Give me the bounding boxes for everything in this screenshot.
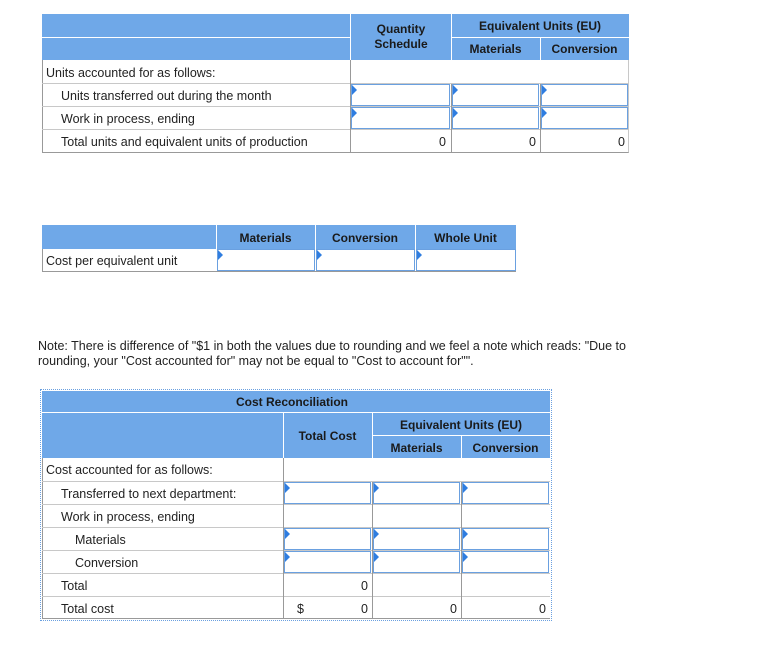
- recon-materials-header: Materials: [390, 441, 443, 455]
- wip-ending-label: Work in process, ending: [61, 112, 195, 126]
- equivalent-units-header: Equivalent Units (EU): [478, 19, 601, 33]
- recon-wip-label: Work in process, ending: [61, 510, 195, 524]
- transferred-recon-conversion-input[interactable]: [462, 482, 549, 504]
- total-cost-header: Total Cost: [298, 429, 357, 443]
- cost-per-eu-label: Cost per equivalent unit: [46, 254, 178, 268]
- cost-materials-header: Materials: [239, 231, 292, 245]
- transferred-quantity-input[interactable]: [351, 84, 450, 106]
- wip-conversion-total-cost-input[interactable]: [284, 551, 371, 573]
- wip-conversion-input[interactable]: [541, 107, 628, 129]
- total-units-label: Total units and equivalent units of production: [61, 135, 308, 149]
- cost-accounted-label: Cost accounted for as follows:: [46, 463, 213, 477]
- wip-materials-recon-conversion-input[interactable]: [462, 528, 549, 550]
- wip-conversion-recon-materials-input[interactable]: [373, 551, 460, 573]
- cost-reconciliation-title: Cost Reconciliation: [236, 395, 349, 409]
- cost-conversion-header: Conversion: [331, 231, 398, 245]
- total-materials-value: 0: [529, 135, 536, 149]
- units-accounted-label: Units accounted for as follows:: [46, 66, 216, 80]
- units-transferred-label: Units transferred out during the month: [61, 89, 272, 103]
- total-cost-currency: $: [297, 602, 304, 616]
- wip-materials-recon-input[interactable]: [373, 528, 460, 550]
- quantity-schedule-header: Quantity Schedule: [374, 22, 428, 51]
- recon-total-label: Total: [61, 579, 88, 593]
- transferred-materials-input[interactable]: [452, 84, 539, 106]
- transferred-conversion-input[interactable]: [541, 84, 628, 106]
- cost-materials-input[interactable]: [217, 249, 315, 271]
- wip-quantity-input[interactable]: [351, 107, 450, 129]
- total-quantity-value: 0: [439, 135, 446, 149]
- total-cost-conversion-value: 0: [539, 602, 546, 616]
- wip-materials-total-cost-input[interactable]: [284, 528, 371, 550]
- recon-wip-materials-label: Materials: [75, 533, 126, 547]
- recon-total-value: 0: [361, 579, 368, 593]
- transferred-recon-materials-input[interactable]: [373, 482, 460, 504]
- cost-whole-unit-header: Whole Unit: [434, 231, 497, 245]
- total-cost-materials-value: 0: [450, 602, 457, 616]
- cost-whole-unit-input[interactable]: [416, 249, 516, 271]
- rounding-note: Note: There is difference of "$1 in both the values due to rounding and we feel a note which reads: "Due to rounding, your "Cost accounted for" may not be equal to "Cost to account for"".: [38, 339, 626, 368]
- wip-materials-input[interactable]: [452, 107, 539, 129]
- wip-conversion-recon-input[interactable]: [462, 551, 549, 573]
- transferred-total-cost-input[interactable]: [284, 482, 371, 504]
- recon-total-cost-label: Total cost: [61, 602, 114, 616]
- recon-conversion-header: Conversion: [472, 441, 539, 455]
- total-cost-value: 0: [361, 602, 368, 616]
- transferred-next-dept-label: Transferred to next department:: [61, 487, 237, 501]
- total-conversion-value: 0: [618, 135, 625, 149]
- cost-conversion-input[interactable]: [316, 249, 415, 271]
- materials-header: Materials: [469, 42, 522, 56]
- recon-wip-conversion-label: Conversion: [75, 556, 139, 570]
- recon-eu-header: Equivalent Units (EU): [399, 418, 522, 432]
- conversion-header: Conversion: [551, 42, 618, 56]
